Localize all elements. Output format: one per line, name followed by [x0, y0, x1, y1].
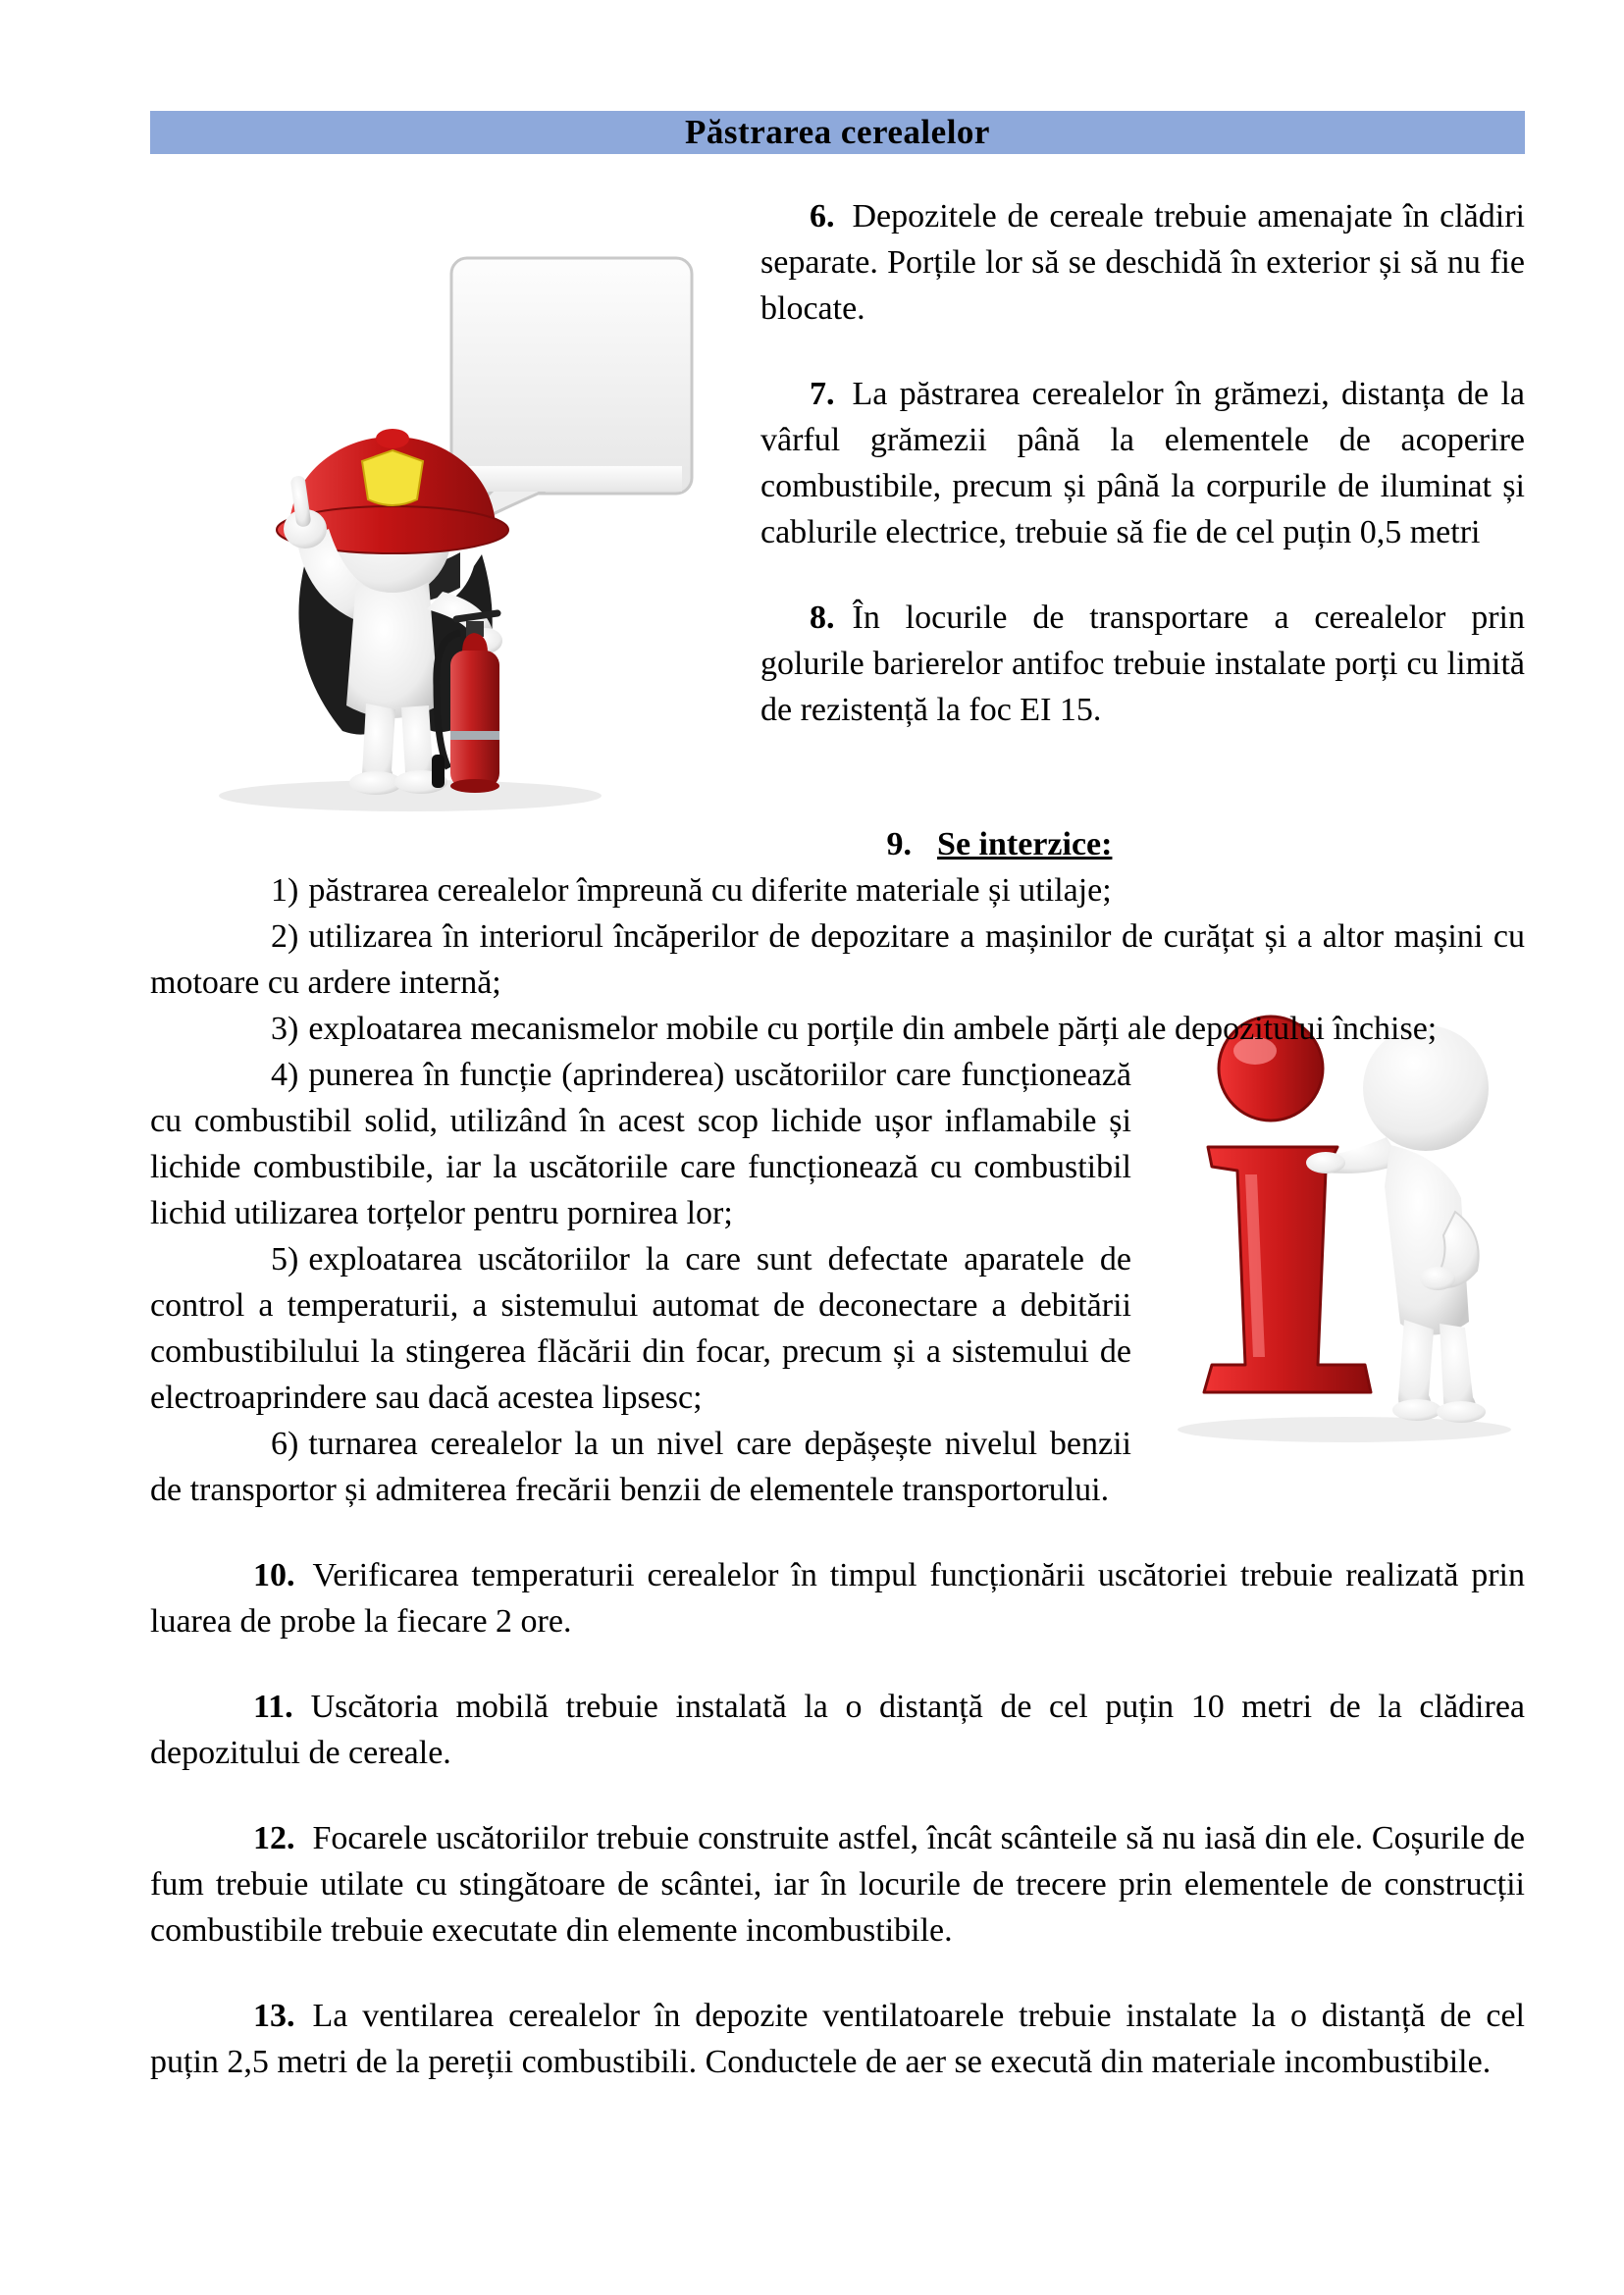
- item-text: exploatarea mecanismelor mobile cu porțile din ambele părți ale depozitului închise;: [308, 1011, 1438, 1047]
- firefighter-figure-illustration: [150, 193, 751, 821]
- helmet-badge: [362, 450, 423, 505]
- section-header-bar: [150, 111, 1525, 154]
- paragraph-number: 10.: [253, 1557, 295, 1593]
- item-text: păstrarea cerealelor împreună cu diferite materiale și utilaje;: [308, 872, 1112, 909]
- info-figure-illustration: [1143, 1008, 1525, 1469]
- paragraph-10: [150, 1552, 1525, 1644]
- list-item-2: [150, 913, 1525, 1006]
- list-item-1: [150, 867, 1525, 913]
- figure-leg-left: [1398, 1320, 1434, 1412]
- paragraph-11: [150, 1684, 1525, 1776]
- item-marker: 6): [271, 1426, 299, 1462]
- paragraph-number: 9.: [886, 826, 913, 862]
- item-marker: 3): [271, 1011, 299, 1047]
- item-text: turnarea cerealelor la un nivel care depășește nivelul benzii de transportor și admiterea frecării benzii de elementele transportorului.: [150, 1426, 1131, 1508]
- figure-torso: [346, 582, 439, 718]
- info-figure-icon: [1143, 1008, 1525, 1449]
- paragraph-12: [150, 1815, 1525, 1954]
- page-title: Păstrarea cerealelor: [685, 113, 990, 151]
- se-interzice-heading: Se interzice:: [937, 826, 1113, 862]
- item-marker: 1): [271, 872, 299, 909]
- paragraph-number: 6.: [810, 198, 835, 235]
- paragraph-text: Uscătoria mobilă trebuie instalată la o distanță de cel puțin 10 metri de la clădirea depozitului de cereale.: [150, 1689, 1525, 1771]
- paragraph-text: La păstrarea cerealelor în grămezi, distanța de la vârful grămezii până la elementele de acoperire combustibile, precum și până la corpurile de iluminat și cablurile electrice, trebuie să fie de cel puțin 0,5 metri: [760, 376, 1525, 550]
- paragraph-number: 7.: [810, 376, 835, 412]
- paragraph-number: 8.: [810, 600, 835, 636]
- item-text: exploatarea uscătoriilor la care sunt defectate aparatele de control a temperaturii, a sistemului automat de deconectare a debitării combustibilului la stingerea flăcării din focar, precum și a sistemului de electroaprindere sau dacă acestea lipsesc;: [150, 1241, 1131, 1416]
- info-letter-i-icon: [1204, 1017, 1371, 1392]
- item-marker: 4): [271, 1057, 299, 1093]
- document-body: [150, 193, 1525, 2085]
- paragraph-text: Focarele uscătoriilor trebuie construite astfel, încât scânteile să nu iasă din ele. Coșurile de fum trebuie utilate cu stingătoare de scântei, iar în locurile de trecere prin elementele de construcții combustibile trebuie executate din elemente incombustibile.: [150, 1820, 1525, 1949]
- item-marker: 2): [271, 918, 299, 955]
- list-item-3: [150, 1006, 1525, 1052]
- paragraph-13: [150, 1993, 1525, 2085]
- paragraph-text: În locurile de transportare a cerealelor prin golurile barierelor antifoc trebuie instalate porți cu limită de rezistență la foc EI 15.: [760, 600, 1525, 728]
- paragraph-number: 12.: [253, 1820, 295, 1856]
- paragraph-text: Verificarea temperaturii cerealelor în timpul funcționării uscătoriei trebuie realizată prin luarea de probe la fiecare 2 ore.: [150, 1557, 1525, 1640]
- leaning-figure: [1306, 1025, 1489, 1423]
- item-marker: 5): [271, 1241, 299, 1278]
- paragraph-number: 11.: [253, 1689, 293, 1725]
- item-text: punerea în funcție (aprinderea) uscătoriilor care funcționează cu combustibil solid, utilizând în acest scop lichide ușor inflamabile și lichide combustibile, iar la uscătoriile care funcționează cu combustibil lichid utilizarea torțelor pentru pornirea lor;: [150, 1057, 1131, 1231]
- firefighter-figure-icon: [150, 193, 751, 821]
- paragraph-text: La ventilarea cerealelor în depozite ventilatoarele trebuie instalate la o distanță de cel puțin 2,5 metri de la pereții combustibili. Conductele de aer se execută din materiale incombustibile.: [150, 1998, 1525, 2080]
- figure-leg-right: [1440, 1324, 1476, 1414]
- paragraph-text: Depozitele de cereale trebuie amenajate în clădiri separate. Porțile lor să se deschidă în exterior și să nu fie blocate.: [760, 198, 1525, 327]
- paragraph-9-heading: [474, 821, 1525, 867]
- paragraph-number: 13.: [253, 1998, 295, 2034]
- item-text: utilizarea în interiorul încăperilor de depozitare a mașinilor de curățat și a altor mașini cu motoare cu ardere internă;: [150, 918, 1525, 1001]
